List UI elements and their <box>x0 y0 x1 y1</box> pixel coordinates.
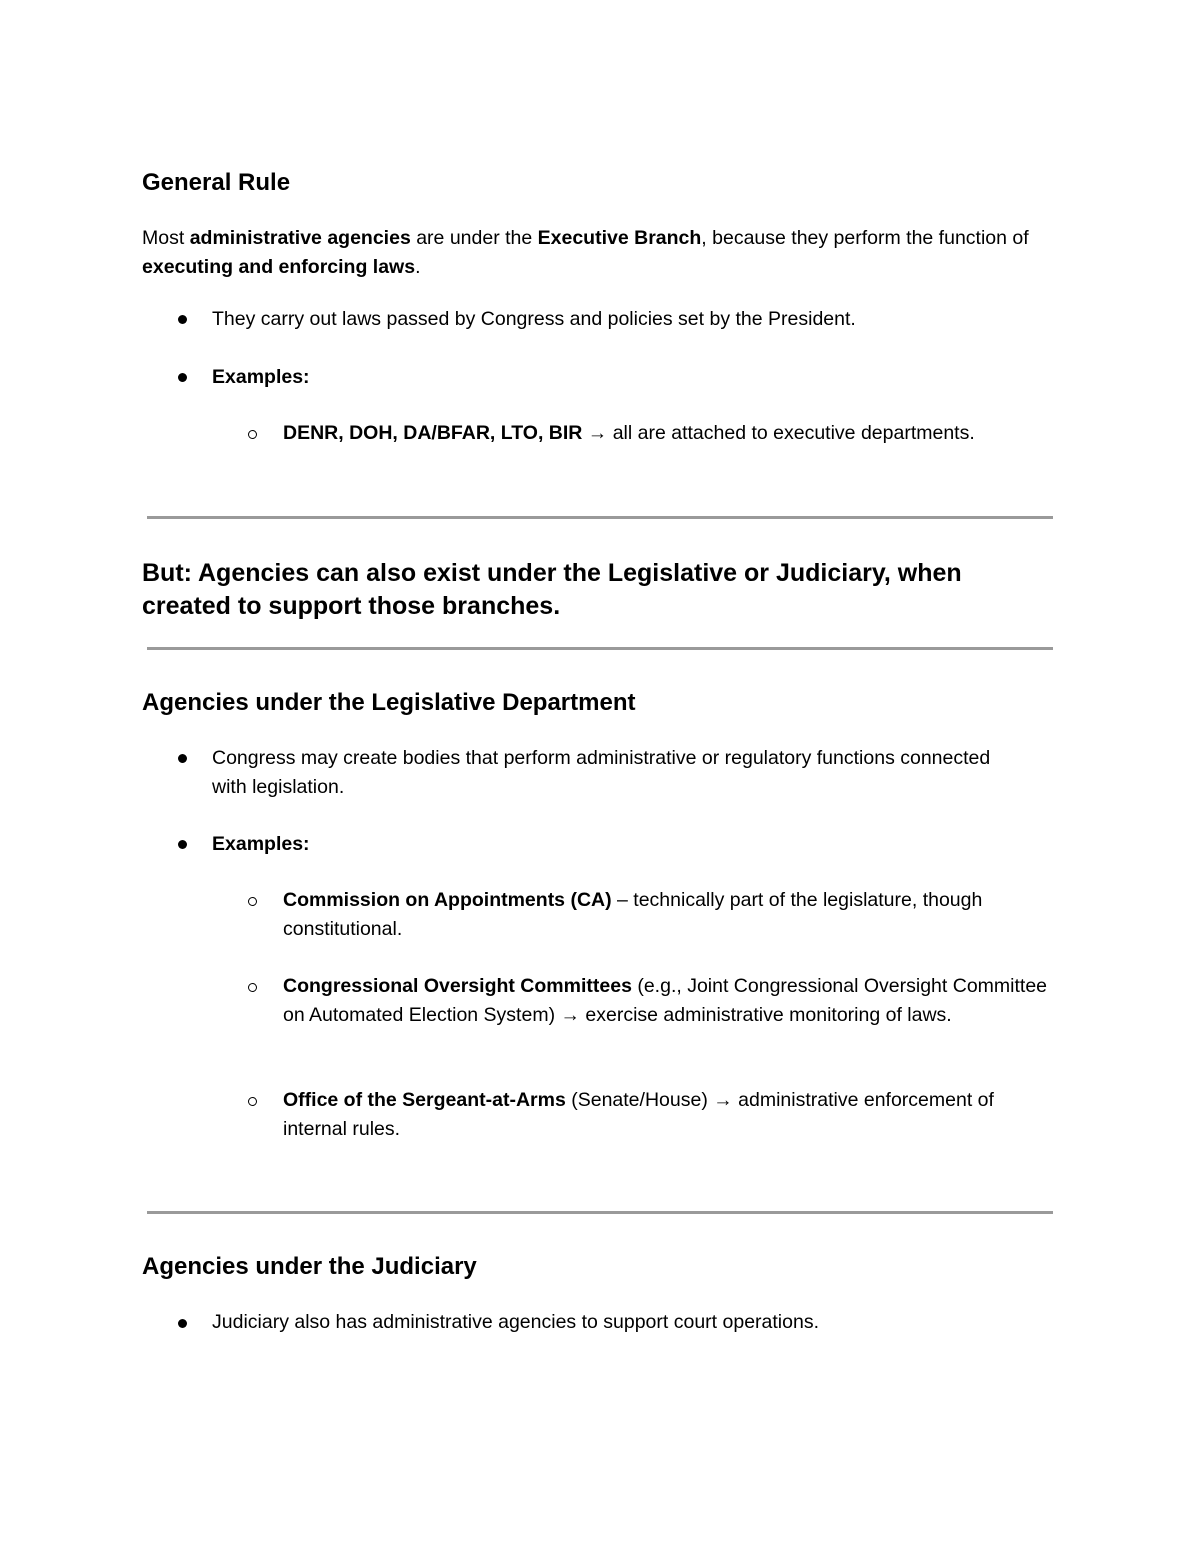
general-rule-intro <box>142 224 1062 282</box>
bullet-disc-icon <box>178 1319 187 1328</box>
example-bold: Office of the Sergeant-at-Arms <box>283 1089 566 1111</box>
list-item <box>283 419 1063 448</box>
heading-legislative: Agencies under the Legislative Department <box>142 689 636 716</box>
list-item-examples <box>212 363 1062 392</box>
heading-judiciary: Agencies under the Judiciary <box>142 1253 477 1280</box>
heading-general-rule: General Rule <box>142 169 291 196</box>
bullet-circle-icon <box>248 1097 257 1106</box>
bullet-disc-icon <box>178 840 187 849</box>
list-item-examples <box>212 830 1062 859</box>
example-text: – technically part of the legislature, though constitutional. <box>283 889 983 940</box>
bullet-circle-icon <box>248 897 257 906</box>
intro-text-1: Most <box>142 227 190 249</box>
heading-but: But: Agencies can also exist under the Legislative or Judiciary, when created to support those branches. <box>142 559 962 620</box>
list-item <box>283 972 1063 1030</box>
example-bold: Congressional Oversight Committees <box>283 975 632 997</box>
bullet-disc-icon <box>178 373 187 382</box>
examples-label: Examples: <box>212 833 310 855</box>
list-item: Congress may create bodies that perform administrative or regulatory functions connected with legislation. <box>212 747 991 798</box>
example-bold: DENR, DOH, DA/BFAR, LTO, BIR <box>283 422 583 444</box>
example-text: → all are attached to executive departments. <box>582 422 975 444</box>
horizontal-rule <box>147 1211 1053 1214</box>
list-item: They carry out laws passed by Congress and policies set by the President. <box>212 308 856 330</box>
horizontal-rule <box>147 647 1053 650</box>
list-item <box>283 886 1063 944</box>
bullet-circle-icon <box>248 983 257 992</box>
examples-label: Examples: <box>212 366 310 388</box>
list-item: Judiciary also has administrative agencies to support court operations. <box>212 1311 819 1333</box>
intro-bold-2: Executive Branch <box>537 227 702 249</box>
intro-text-4: . <box>415 256 421 278</box>
horizontal-rule <box>147 516 1053 519</box>
bullet-disc-icon <box>178 754 187 763</box>
intro-text-3: , because they perform the function of <box>701 227 1029 249</box>
intro-text-2: are under the <box>410 227 538 249</box>
example-bold: Commission on Appointments (CA) <box>283 889 612 911</box>
example-text: (e.g., Joint Congressional Oversight Committee on Automated Election System) → exercise administrative monitoring of laws. <box>283 975 1048 1026</box>
intro-bold-1: administrative agencies <box>189 227 411 249</box>
example-text: (Senate/House) → administrative enforcement of internal rules. <box>283 1089 994 1140</box>
list-item <box>283 1086 1063 1144</box>
bullet-disc-icon <box>178 315 187 324</box>
bullet-circle-icon <box>248 430 257 439</box>
intro-bold-3: executing and enforcing laws <box>142 256 416 278</box>
